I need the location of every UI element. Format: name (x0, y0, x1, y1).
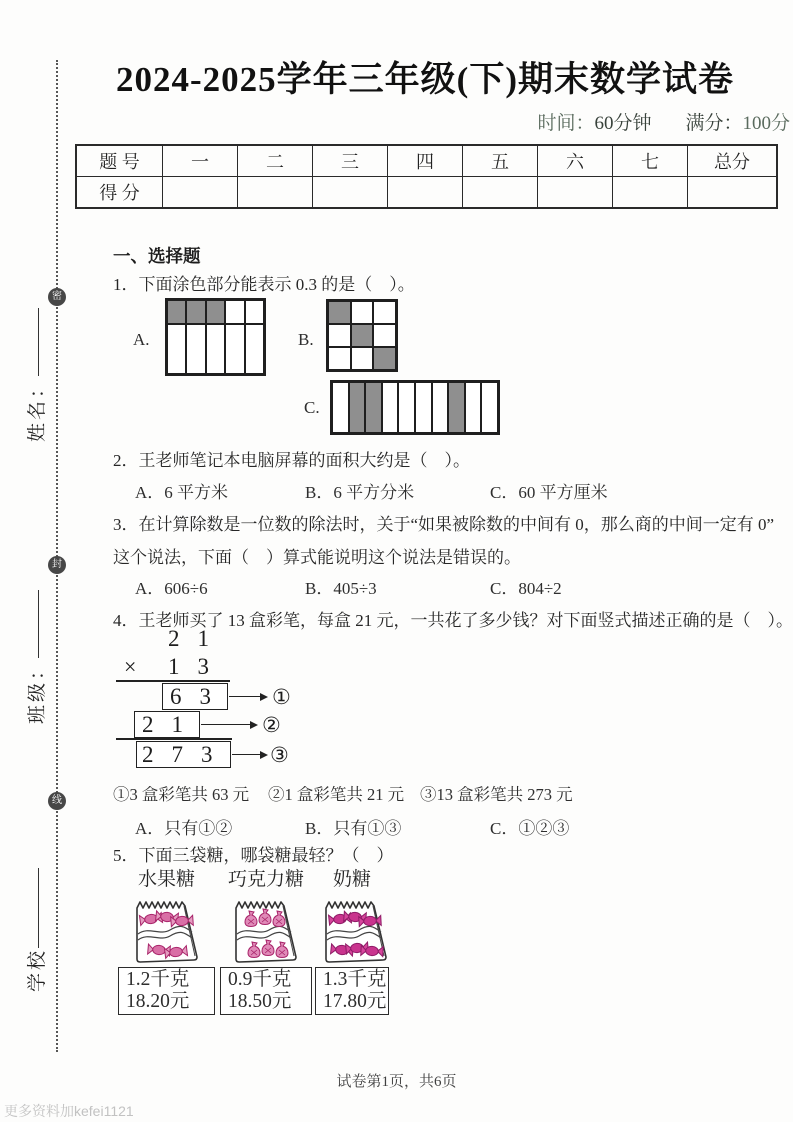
score-cell-empty (388, 177, 463, 209)
grid-cell (351, 347, 374, 370)
time-value: 60分钟 (594, 113, 652, 134)
page-number-info: 试卷第1页，共6页 (336, 1074, 457, 1090)
score-table-cell: 七 (613, 145, 688, 177)
q3-stem-line1: 3．在计算除数是一位数的除法时，关于“如果被除数的中间有 0，那么商的中间一定有 0” (113, 515, 775, 534)
grid-cell (415, 382, 432, 433)
score-table-header-row (76, 145, 777, 177)
grid-row (328, 324, 396, 347)
q1-grid-c (330, 380, 500, 435)
grid-cell (365, 382, 382, 433)
candy-bag-block-fruit (118, 864, 215, 1015)
candy-bag-illustration-fruit (126, 893, 208, 965)
candy-bag-block-milk (315, 864, 389, 1015)
student-name-field (22, 308, 49, 442)
time-label: 时间： (537, 113, 595, 134)
bag-name: 奶糖 (332, 869, 371, 890)
seal-badge-mi: 密 (48, 288, 66, 306)
score-table-score-row (76, 177, 777, 209)
grid-cell (448, 382, 465, 433)
page-title: 2024-2025学年三年级(下)期末数学试卷 (116, 60, 734, 99)
grid-cell (167, 324, 186, 374)
grid-cell (245, 324, 264, 374)
seal-badge-feng: 封 (48, 556, 66, 574)
q4-note-2: ②1 盒彩笔共 21 元 (268, 785, 405, 804)
arrow-icon (229, 696, 266, 697)
grid-cell (245, 300, 264, 324)
grid-row (167, 300, 264, 324)
score-table-cell: 六 (538, 145, 613, 177)
candy-bag-block-chocolate (220, 864, 312, 1015)
score-cell-empty (688, 177, 778, 209)
grid-cell (481, 382, 498, 433)
bag-price: 18.20元 (126, 990, 190, 1012)
score-cell-empty (313, 177, 388, 209)
bag-name: 巧克力糖 (227, 869, 304, 890)
grid-cell (349, 382, 366, 433)
bag-info-box (315, 967, 389, 1015)
fullscore-value: 100分 (742, 113, 790, 134)
score-table-cell: 题 号 (76, 145, 163, 177)
school-label: 学校 (27, 947, 48, 992)
q4-option-a: A．只有①② (135, 819, 233, 838)
score-table-cell: 总分 (688, 145, 778, 177)
score-cell-empty (463, 177, 538, 209)
fullscore-label: 满分： (685, 113, 743, 134)
school-blank (38, 868, 39, 948)
class-label: 班级： (27, 657, 48, 724)
bag-info-box (118, 967, 215, 1015)
mult-rule-line (116, 738, 232, 740)
watermark-text: 更多资料加kefei1121 (4, 1103, 134, 1119)
q4-option-b: B．只有①③ (305, 819, 402, 838)
grid-cell (351, 301, 374, 324)
grid-row (167, 324, 264, 374)
q3-options (135, 574, 562, 599)
mult-partial1-box: 63 (162, 683, 228, 710)
score-row-label: 得 分 (76, 177, 163, 209)
score-cell-empty (163, 177, 238, 209)
grid-cell (373, 347, 396, 370)
q4-notes (113, 781, 573, 805)
bag-name: 水果糖 (137, 869, 195, 890)
mult-product-box: 273 (136, 741, 231, 768)
arrow-icon (201, 724, 256, 725)
score-table-cell: 二 (238, 145, 313, 177)
grid-cell (432, 382, 449, 433)
grid-cell (398, 382, 415, 433)
candy-bag-illustration-chocolate (225, 893, 307, 965)
school-field (22, 868, 49, 992)
grid-cell (206, 300, 225, 324)
grid-cell (206, 324, 225, 374)
score-cell-empty (238, 177, 313, 209)
section-heading: 一、选择题 (113, 246, 201, 266)
mult-tag-1: ① (272, 685, 291, 709)
bag-weight: 0.9千克 (228, 969, 292, 990)
grid-cell (332, 382, 349, 433)
mult-tag-3: ③ (270, 743, 289, 767)
mult-multiplier: 13 (168, 654, 227, 679)
grid-cell (225, 324, 244, 374)
q1-option-c-label: C. (304, 398, 320, 417)
q1-option-b-label: B. (298, 330, 314, 349)
grid-row (332, 382, 498, 433)
bag-info-box (220, 967, 312, 1015)
score-table-cell: 四 (388, 145, 463, 177)
grid-cell (328, 347, 351, 370)
class-blank (38, 590, 39, 658)
grid-cell (167, 300, 186, 324)
mult-multiplicand: 21 (168, 626, 227, 651)
grid-cell (186, 300, 205, 324)
grid-cell (225, 300, 244, 324)
q5-stem: 5．下面三袋糖，哪袋糖最轻？（ ） (113, 846, 394, 865)
q2-options (135, 478, 608, 503)
seal-badge-xian: 线 (48, 792, 66, 810)
class-field (22, 590, 49, 724)
bag-weight: 1.3千克 (323, 969, 387, 990)
grid-cell (373, 301, 396, 324)
q3-option-b: B．405÷3 (305, 579, 377, 598)
candy-bag-illustration-milk (315, 893, 397, 965)
q1-grid-a (165, 298, 266, 376)
q4-vertical-multiplication (116, 626, 416, 786)
q1-option-a-label: A. (133, 330, 150, 349)
q1-grid-b (326, 299, 398, 372)
q2-option-b: B．6 平方分米 (305, 483, 415, 502)
mult-partial2-box: 21 (134, 711, 200, 738)
q4-options (135, 814, 569, 839)
score-table (75, 144, 778, 209)
q4-note-3: ③13 盒彩笔共 273 元 (420, 785, 573, 804)
q1-stem: 1．下面涂色部分能表示 0.3 的是（ ）。 (113, 275, 415, 294)
arrow-icon (232, 754, 266, 755)
score-cell-empty (613, 177, 688, 209)
score-table-cell: 一 (163, 145, 238, 177)
grid-cell (465, 382, 482, 433)
q4-option-c: C．①②③ (490, 819, 570, 838)
exam-meta (390, 108, 790, 135)
score-table-cell: 三 (313, 145, 388, 177)
student-name-label: 姓名： (27, 375, 48, 442)
q4-stem: 4．王老师买了 13 盒彩笔，每盒 21 元，一共花了多少钱？对下面竖式描述正确的是（ ）。 (113, 611, 793, 630)
grid-cell (373, 324, 396, 347)
grid-cell (382, 382, 399, 433)
bag-price: 18.50元 (228, 990, 292, 1012)
grid-row (328, 347, 396, 370)
bag-weight: 1.2千克 (126, 969, 190, 990)
grid-row (328, 301, 396, 324)
score-cell-empty (538, 177, 613, 209)
grid-cell (328, 301, 351, 324)
student-name-blank (38, 308, 39, 376)
q4-note-1: ①3 盒彩笔共 63 元 (113, 785, 250, 804)
bag-price: 17.80元 (323, 990, 387, 1012)
grid-cell (351, 324, 374, 347)
mult-rule-line (116, 680, 230, 682)
multiply-sign: × (124, 654, 137, 679)
q3-option-a: A．606÷6 (135, 579, 208, 598)
grid-cell (186, 324, 205, 374)
grid-cell (328, 324, 351, 347)
mult-tag-2: ② (262, 713, 281, 737)
q2-option-c: C．60 平方厘米 (490, 483, 608, 502)
q3-stem-line2: 这个说法，下面（ ）算式能说明这个说法是错误的。 (113, 548, 521, 567)
q2-stem: 2．王老师笔记本电脑屏幕的面积大约是（ ）。 (113, 451, 470, 470)
score-table-cell: 五 (463, 145, 538, 177)
q2-option-a: A．6 平方米 (135, 483, 229, 502)
q3-option-c: C．804÷2 (490, 579, 562, 598)
